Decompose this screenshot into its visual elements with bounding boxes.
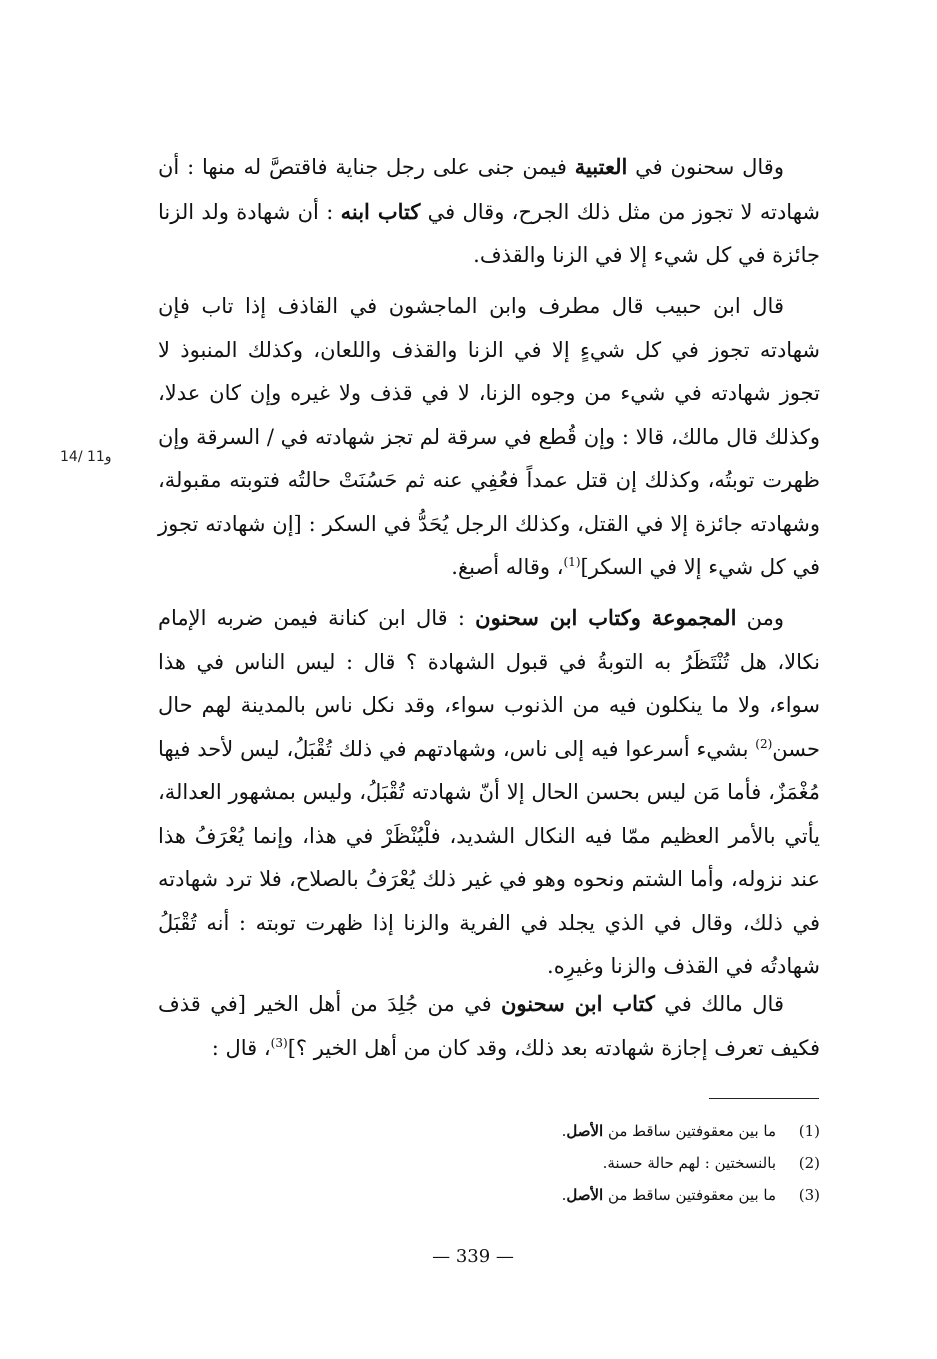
footnote-number: (3) bbox=[798, 1186, 820, 1204]
paragraph-2-text-b: ، وقاله أصبغ. bbox=[451, 555, 564, 579]
source-name-utbiyya: العتبية bbox=[574, 154, 628, 179]
footnote-number: (2) bbox=[798, 1154, 820, 1172]
paragraph-3-text-b: : قال ابن كنانة فيمن ضربه الإمام نكالا، هل تُنْتَظَرُ به التوبةُ في قبول الشهادة ؟ قال : ليس الناس في هذا سواء، ولا ما ينكلون فيه من الذنوب سواء، وقد نكل ناس بالمدينة لهم حال حسن bbox=[158, 606, 820, 761]
footnote-text: ما بين معقوفتين ساقط من الأصل. bbox=[561, 1122, 776, 1140]
footnote-divider bbox=[709, 1098, 819, 1099]
footnote-ref-1: (1) bbox=[563, 555, 581, 569]
page-number: — 339 — bbox=[432, 1246, 514, 1267]
paragraph-4-text-b: في من جُلِدَ من أهل الخير [في قذف فكيف تعرف إجازة شهادته بعد ذلك، وقد كان من أهل الخير ؟] bbox=[158, 992, 820, 1060]
paragraph-2 bbox=[158, 285, 820, 590]
paragraph-1 bbox=[158, 145, 820, 278]
paragraph-4 bbox=[158, 982, 820, 1070]
footnote-item bbox=[400, 1147, 820, 1179]
footnote-ref-2: (2) bbox=[755, 736, 773, 751]
paragraph-1-text-a: وقال سحنون في bbox=[627, 155, 784, 179]
paragraph-3-text-c: بشيء أسرعوا فيه إلى ناس، وشهادتهم في ذلك تُقْبَلُ، ليس لأحد فيها مُغْمَزٌ، فأما مَن ليس بحسن الحال إلا أنّ شهادته تُقْبَلُ، وليس بمشهور العدالة، يأتي بالأمر العظيم ممّا فيه النكال الشديد، فلْيُنْظَرْ في هذا، وإنما يُعْرَفُ هذا عند نزوله، وأما الشتم ونحوه وهو في غير ذلك يُعْرَفُ بالصلاح، فلا ترد شهادته في ذلك، وقال في الذي يجلد في الفرية والزنا إذا ظهرت توبته : أنه تُقْبَلُ شهادتُه في القذف والزنا وغيرِه. bbox=[158, 736, 820, 978]
source-name-majmua: المجموعة وكتاب ابن سحنون bbox=[475, 605, 737, 630]
manuscript-folio-marker: 14/ 11و bbox=[60, 449, 112, 465]
footnotes bbox=[400, 1115, 820, 1211]
source-name-kitab-ibn-sahnun: كتاب ابن سحنون bbox=[500, 991, 655, 1016]
footnote-ref-3: (3) bbox=[270, 1035, 288, 1050]
paragraph-3-text-a: ومن bbox=[736, 606, 784, 630]
footnote-item bbox=[400, 1179, 820, 1211]
paragraph-4-text-a: قال مالك في bbox=[654, 992, 784, 1016]
paragraph-1-text-b: فيمن جنى على رجل جناية فاقتصَّ له منها : أن شهادته لا تجوز من مثل ذلك الجرح، وقال في bbox=[158, 155, 820, 224]
paragraph-1-text-c: : أن شهادة ولد الزنا جائزة في كل شيء إلا في الزنا والقذف. bbox=[158, 199, 820, 267]
paragraph-3 bbox=[158, 596, 820, 989]
footnote-text: بالنسختين : لهم حالة حسنة. bbox=[602, 1154, 776, 1172]
paragraph-2-text-a: قال ابن حبيب قال مطرف وابن الماجشون في القاذف إذا تاب فإن شهادته تجوز في كل شيءٍ إلا في الزنا والقذف واللعان، وكذلك المنبوذ لا تجوز شهادته في شيء من وجوه الزنا، لا في قذف ولا غيره وإن كان عدلا، وكذلك قال مالك، قالا : وإن قُطع في سرقة لم تجز شهادته في / السرقة وإن ظهرت توبتُه، وكذلك إن قتل عمداً فعُفِي عنه ثم حَسُنَتْ حالتُه فتوبته مقبولة، وشهادته جائزة إلا في القتل، وكذلك الرجل يُحَدُّ في السكر : [إن شهادته تجوز في كل شيء إلا في السكر] bbox=[158, 294, 820, 579]
footnote-number: (1) bbox=[798, 1122, 820, 1140]
footnote-item bbox=[400, 1115, 820, 1147]
footnote-text: ما بين معقوفتين ساقط من الأصل. bbox=[561, 1186, 776, 1204]
source-name-kitab-ibnih: كتاب ابنه bbox=[340, 198, 421, 224]
paragraph-4-text-c: ، قال : bbox=[211, 1035, 271, 1060]
